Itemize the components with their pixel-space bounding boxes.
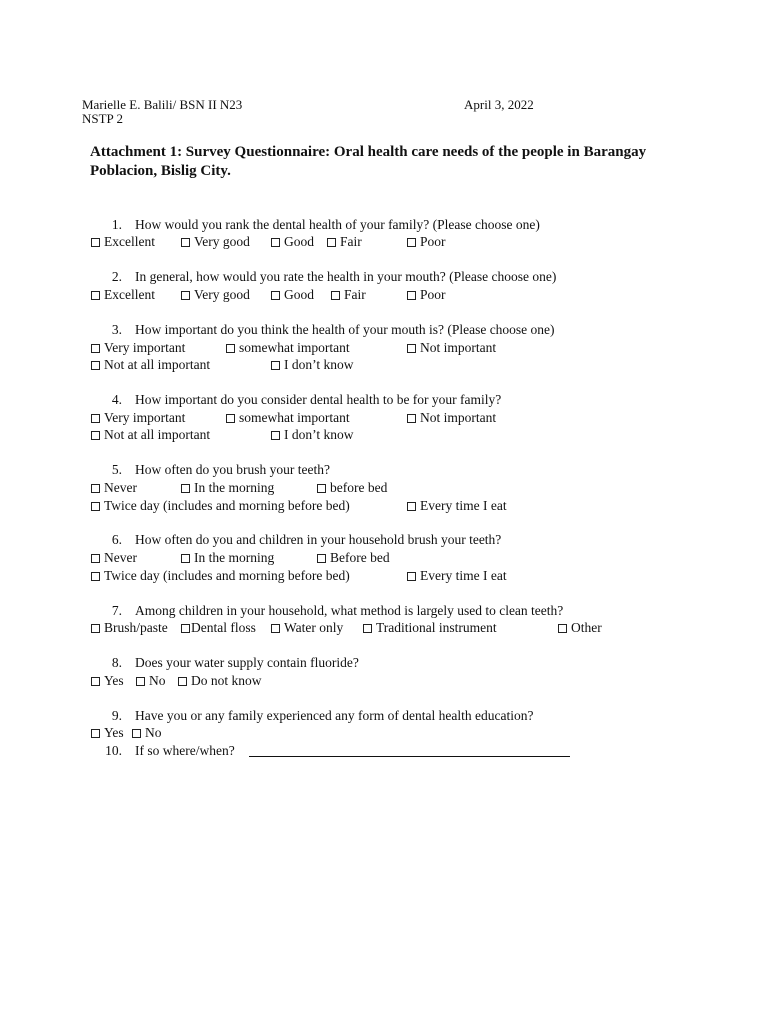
option-checkbox[interactable]: In the morning — [181, 550, 274, 566]
option-checkbox[interactable]: Every time I eat — [407, 498, 507, 514]
checkbox-icon — [132, 729, 141, 738]
option-checkbox[interactable]: Not important — [407, 410, 496, 426]
option-checkbox[interactable]: Water only — [271, 620, 343, 636]
option-checkbox[interactable]: Poor — [407, 287, 446, 303]
checkbox-icon — [91, 414, 100, 423]
question-text: How often do you brush your teeth? — [135, 462, 330, 477]
checkbox-icon — [181, 291, 190, 300]
question-text: How important do you think the health of your mouth is? (Please choose one) — [135, 322, 555, 337]
question-number: 7. — [111, 603, 122, 618]
option-checkbox[interactable]: Other — [558, 620, 602, 636]
checkbox-icon — [91, 431, 100, 440]
checkbox-icon — [91, 677, 100, 686]
checkbox-icon — [91, 572, 100, 581]
question-number: 4. — [111, 392, 122, 407]
option-checkbox[interactable]: In the morning — [181, 480, 274, 496]
checkbox-icon — [181, 238, 190, 247]
checkbox-icon — [91, 238, 100, 247]
option-checkbox[interactable]: Good — [271, 287, 314, 303]
checkbox-icon — [331, 291, 340, 300]
option-checkbox[interactable]: I don’t know — [271, 427, 354, 443]
option-checkbox[interactable]: Very good — [181, 287, 250, 303]
checkbox-icon — [407, 572, 416, 581]
option-checkbox[interactable]: somewhat important — [226, 410, 350, 426]
checkbox-icon — [271, 238, 280, 247]
option-checkbox[interactable]: Do not know — [178, 673, 262, 689]
option-checkbox[interactable]: No — [132, 725, 162, 741]
checkbox-icon — [317, 484, 326, 493]
question-text: In general, how would you rate the health in your mouth? (Please choose one) — [135, 269, 557, 284]
answer-blank-line[interactable] — [249, 756, 570, 757]
option-checkbox[interactable]: Excellent — [91, 234, 155, 250]
option-checkbox[interactable]: Dental floss — [181, 620, 256, 636]
checkbox-icon — [407, 238, 416, 247]
checkbox-icon — [363, 624, 372, 633]
option-checkbox[interactable]: Good — [271, 234, 314, 250]
option-checkbox[interactable]: Brush/paste — [91, 620, 168, 636]
question-number: 2. — [111, 269, 122, 284]
checkbox-icon — [91, 291, 100, 300]
question-text: Among children in your household, what method is largely used to clean teeth? — [135, 603, 564, 618]
question-number: 9. — [111, 708, 122, 723]
question-number: 10. — [105, 743, 122, 758]
option-checkbox[interactable]: Every time I eat — [407, 568, 507, 584]
checkbox-icon — [271, 361, 280, 370]
question-text: How often do you and children in your household brush your teeth? — [135, 532, 502, 547]
question-number: 1. — [111, 217, 122, 232]
option-checkbox[interactable]: Fair — [331, 287, 366, 303]
author-line: Marielle E. Balili/ BSN II N23 — [82, 97, 243, 112]
checkbox-icon — [226, 414, 235, 423]
checkbox-icon — [407, 291, 416, 300]
question-number: 3. — [111, 322, 122, 337]
option-checkbox[interactable]: Very important — [91, 410, 185, 426]
question-number: 6. — [111, 532, 122, 547]
checkbox-icon — [327, 238, 336, 247]
checkbox-icon — [271, 431, 280, 440]
checkbox-icon — [226, 344, 235, 353]
option-checkbox[interactable]: Fair — [327, 234, 362, 250]
checkbox-icon — [317, 554, 326, 563]
checkbox-icon — [91, 554, 100, 563]
checkbox-icon — [407, 344, 416, 353]
option-checkbox[interactable]: Not important — [407, 340, 496, 356]
checkbox-icon — [407, 502, 416, 511]
checkbox-icon — [91, 624, 100, 633]
option-checkbox[interactable]: Yes — [91, 673, 124, 689]
question-number: 8. — [111, 655, 122, 670]
option-checkbox[interactable]: before bed — [317, 480, 387, 496]
option-checkbox[interactable]: somewhat important — [226, 340, 350, 356]
option-checkbox[interactable]: Never — [91, 550, 137, 566]
checkbox-icon — [271, 624, 280, 633]
checkbox-icon — [91, 361, 100, 370]
option-checkbox[interactable]: Not at all important — [91, 357, 210, 373]
course-line: NSTP 2 — [82, 111, 124, 126]
document-title: Attachment 1: Survey Questionnaire: Oral health care needs of the people in Barangay Poblacion, Bislig City. — [90, 144, 647, 179]
checkbox-icon — [178, 677, 187, 686]
checkbox-icon — [91, 484, 100, 493]
question-text: Does your water supply contain fluoride? — [135, 655, 359, 670]
checkbox-icon — [407, 414, 416, 423]
option-checkbox[interactable]: Excellent — [91, 287, 155, 303]
option-checkbox[interactable]: Twice day (includes and morning before bed) — [91, 498, 350, 514]
checkbox-icon — [181, 624, 190, 633]
checkbox-icon — [558, 624, 567, 633]
option-checkbox[interactable]: Before bed — [317, 550, 390, 566]
option-checkbox[interactable]: Poor — [407, 234, 446, 250]
question-text: How would you rank the dental health of your family? (Please choose one) — [135, 217, 540, 232]
option-checkbox[interactable]: Very important — [91, 340, 185, 356]
date-line: April 3, 2022 — [464, 97, 534, 112]
option-checkbox[interactable]: No — [136, 673, 166, 689]
question-text: If so where/when? — [135, 743, 235, 758]
checkbox-icon — [91, 502, 100, 511]
option-checkbox[interactable]: Not at all important — [91, 427, 210, 443]
option-checkbox[interactable]: Never — [91, 480, 137, 496]
option-checkbox[interactable]: Traditional instrument — [363, 620, 497, 636]
question-number: 5. — [111, 462, 122, 477]
checkbox-icon — [136, 677, 145, 686]
option-checkbox[interactable]: Yes — [91, 725, 124, 741]
checkbox-icon — [181, 484, 190, 493]
checkbox-icon — [91, 344, 100, 353]
option-checkbox[interactable]: Twice day (includes and morning before bed) — [91, 568, 350, 584]
option-checkbox[interactable]: Very good — [181, 234, 250, 250]
question-text: Have you or any family experienced any form of dental health education? — [135, 708, 534, 723]
checkbox-icon — [91, 729, 100, 738]
checkbox-icon — [181, 554, 190, 563]
option-checkbox[interactable]: I don’t know — [271, 357, 354, 373]
checkbox-icon — [271, 291, 280, 300]
question-text: How important do you consider dental health to be for your family? — [135, 392, 502, 407]
